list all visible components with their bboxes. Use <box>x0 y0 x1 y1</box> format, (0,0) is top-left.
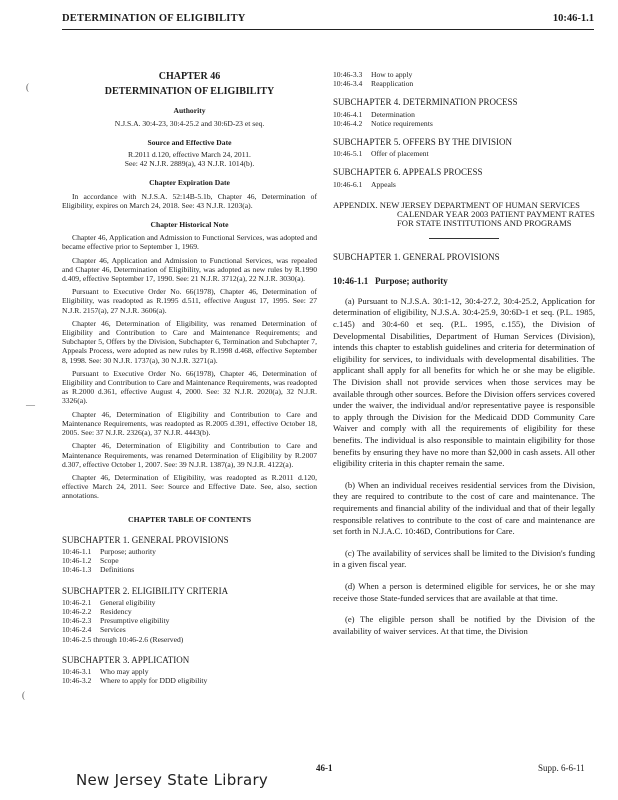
left-column <box>62 68 317 685</box>
margin-mark: ( <box>22 690 25 700</box>
toc-entry[interactable]: 10:46-2.5 through 10:46-2.6 (Reserved) <box>62 634 184 644</box>
running-header <box>62 13 594 33</box>
chapter-number: CHAPTER 46 <box>158 71 221 82</box>
toc-entry[interactable]: 10:46-2.4 Services <box>62 625 126 635</box>
header-rule <box>62 29 594 30</box>
toc-subchapter: SUBCHAPTER 4. DETERMINATION PROCESS <box>333 97 518 108</box>
subchapter-heading: SUBCHAPTER 1. GENERAL PROVISIONS <box>333 252 500 263</box>
divider <box>429 238 499 239</box>
toc-entry[interactable]: 10:46-2.1 General eligibility <box>62 597 156 607</box>
section-number: 10:46-1.1 <box>333 275 369 286</box>
right-column <box>333 70 595 637</box>
authority-text: N.J.S.A. 30:4-23, 30:4-25.2 and 30:6D-23 et seq. <box>114 118 265 128</box>
history-paragraph: Chapter 46, Determination of Eligibility and Contribution to Care and Maintenance Requirements, was readopted as R.2005 d.391, effective October 18, 2005. See: 37 N.J.R. 2326(a), 37 N.J.R. 4443(b). <box>62 409 317 438</box>
toc-entry[interactable]: 10:46-3.4 Reapplication <box>333 79 414 89</box>
source-line-1: R.2011 d.120, effective March 24, 2011. <box>128 150 251 160</box>
toc-entry[interactable]: 10:46-1.3 Definitions <box>62 565 135 575</box>
history-paragraph: Chapter 46, Determination of Eligibility and Contribution to Care and Maintenance Requirements, was renamed Determination of Eligibility by R.2007 d.307, effective October 1, 2007. See: 39 N.J.R. 1387(a), 39 N.J.R. 4122(a). <box>62 441 317 469</box>
toc-entry[interactable]: 10:46-1.1 Purpose; authority <box>62 546 156 556</box>
section-body <box>333 296 595 637</box>
history-paragraph: Pursuant to Executive Order No. 66(1978), Chapter 46, Determination of Eligibility, was readopted as R.1995 d.511, effective August 17, 1995. See: 27 N.J.R. 2157(a), 27 N.J.R. 3606(a). <box>62 287 317 315</box>
history-paragraph: Chapter 46, Application and Admission to Functional Services, was adopted and became effective prior to September 1, 1969. <box>62 233 317 252</box>
expiration-heading: Chapter Expiration Date <box>149 178 230 188</box>
margin-mark: — <box>26 400 35 410</box>
body-paragraph: (e) The eligible person shall be notified by the Division of the availability of waiver services. At that time, the Division <box>333 614 595 636</box>
toc-entry[interactable]: 10:46-1.2 Scope <box>62 556 119 566</box>
header-section-number: 10:46-1.1 <box>552 13 594 24</box>
toc-entry[interactable]: 10:46-4.2 Notice requirements <box>333 118 433 128</box>
toc-entry[interactable]: 10:46-2.3 Presumptive eligibility <box>62 616 170 626</box>
source-line-2: See: 42 N.J.R. 2889(a), 43 N.J.R. 1014(b). <box>124 159 255 169</box>
body-paragraph: (c) The availability of services shall be limited to the Division's funding in a given fiscal year. <box>333 547 595 570</box>
toc-entry[interactable]: 10:46-6.1 Appeals <box>333 179 396 189</box>
supplement-date: Supp. 6-6-11 <box>538 763 585 773</box>
toc-entry[interactable]: 10:46-3.2 Where to apply for DDD eligibility <box>62 676 208 686</box>
toc-entry[interactable]: 10:46-3.1 Who may apply <box>62 666 149 676</box>
source-heading: Source and Effective Date <box>147 137 232 147</box>
body-paragraph: (b) When an individual receives residential services from the Division, they are required to contribute to the cost of care and maintenance. The requirements and financial ability of the individual and that of their legally responsible relatives to contribute to the cost of care and maintenance are set forth in N.J.A.C. 10:46D, Contributions for Care. <box>333 479 595 537</box>
section-heading <box>333 277 595 286</box>
margin-mark: ( <box>26 82 29 92</box>
authority-heading: Authority <box>173 106 206 116</box>
history-paragraph: Pursuant to Executive Order No. 66(1978), Chapter 46, Determination of Eligibility and Contribution to Care and Maintenance Requirements, was readopted as R.2000 d.361, effective August 4, 2000. See: 32 N.J.R. 2020(a), 32 N.J.R. 3326(a). <box>62 368 317 406</box>
toc-entry[interactable]: 10:46-3.3 How to apply <box>333 70 413 79</box>
toc-entry[interactable]: 10:46-2.2 Residency <box>62 606 132 616</box>
toc-entry[interactable]: 10:46-5.1 Offer of placement <box>333 149 429 159</box>
toc-heading: CHAPTER TABLE OF CONTENTS <box>127 514 252 524</box>
toc-subchapter: SUBCHAPTER 1. GENERAL PROVISIONS <box>62 534 229 545</box>
toc-subchapter: SUBCHAPTER 3. APPLICATION <box>62 654 190 665</box>
toc-subchapter: SUBCHAPTER 5. OFFERS BY THE DIVISION <box>333 137 513 148</box>
history-paragraph: Chapter 46, Application and Admission to Functional Services, was repealed and Chapter 46, Determination of Eligibility, was adopted as new rules by R.1990 d.409, effective September 17, 1990. See: 21 N.J.R. 3712(a), 22 N.J.R. 3030(a). <box>62 255 317 284</box>
history-paragraph: Chapter 46, Determination of Eligibility, was readopted as R.2011 d.120, effective March 24, 2011. See: Source and Effective Date. See, also, section annotations. <box>62 472 317 501</box>
toc-subchapter: SUBCHAPTER 2. ELIGIBILITY CRITERIA <box>62 585 229 596</box>
body-paragraph: (d) When a person is determined eligible for services, he or she may receive those State-funded services that are available at that time. <box>333 580 595 603</box>
history-heading: Chapter Historical Note <box>150 220 229 230</box>
header-title: DETERMINATION OF ELIGIBILITY <box>62 13 246 24</box>
chapter-title: DETERMINATION OF ELIGIBILITY <box>104 86 275 98</box>
appendix-entry[interactable]: APPENDIX. NEW JERSEY DEPARTMENT OF HUMAN SERVICES CALENDAR YEAR 2003 PATIENT PAYMENT RATES FOR STATE INSTITUTIONS AND PROGRAMS <box>333 199 595 229</box>
library-watermark: New Jersey State Library <box>76 771 269 789</box>
expiration-text: In accordance with N.J.S.A. 52:14B-5.1b, Chapter 46, Determination of Eligibility, expires on March 24, 2018. See: 43 N.J.R. 1203(a). <box>62 191 317 210</box>
section-title: Purpose; authority <box>375 275 448 286</box>
history-paragraph: Chapter 46, Determination of Eligibility, was renamed Determination of Eligibility and Contribution to Care and Maintenance Requirements; and Subchapter 5, Offers by the Division, Subchapter 6, Termination and Subchapter 7, Appeals Process, were adopted as new rules by R.1998 d.468, effective September 8, 1998. See: 30 N.J.R. 1737(a), 30 N.J.R. 3271(a). <box>62 318 317 365</box>
toc-entry[interactable]: 10:46-4.1 Determination <box>333 109 415 119</box>
page-number: 46-1 <box>316 763 333 773</box>
body-paragraph: (a) Pursuant to N.J.S.A. 30:1-12, 30:4-27.2, 30:4-25.2, Application for determination of eligibility, N.J.S.A. 30:4-25.9, 30:6D-1 et seq. (P.L. 1985, c.145) and 30:4-60 et seq. (P.L. 1995, c.155), the Division of Developmental Disabilities, Department of Human Services (Division), intends this chapter to establish guidelines and criteria for determination of eligibility for services, to individuals with developmental disabilities. The applicant shall apply for all benefits for which he or she may be eligible. The Division shall not provide services when those services may be available through other sources. Before the Division offers services covered under the waiver, the individual and/or representative payee is responsible to apply through the Division for the Medicaid DDD Community Care Waiver and comply with all the requirements of eligibility for these benefits. The individual is also responsible to maintain eligibility for those benefits by ensuring they have no more than $2,000 in cash assets. All other eligibility criteria in this chapter remain the same. <box>333 295 595 469</box>
toc-subchapter: SUBCHAPTER 6. APPEALS PROCESS <box>333 167 483 178</box>
